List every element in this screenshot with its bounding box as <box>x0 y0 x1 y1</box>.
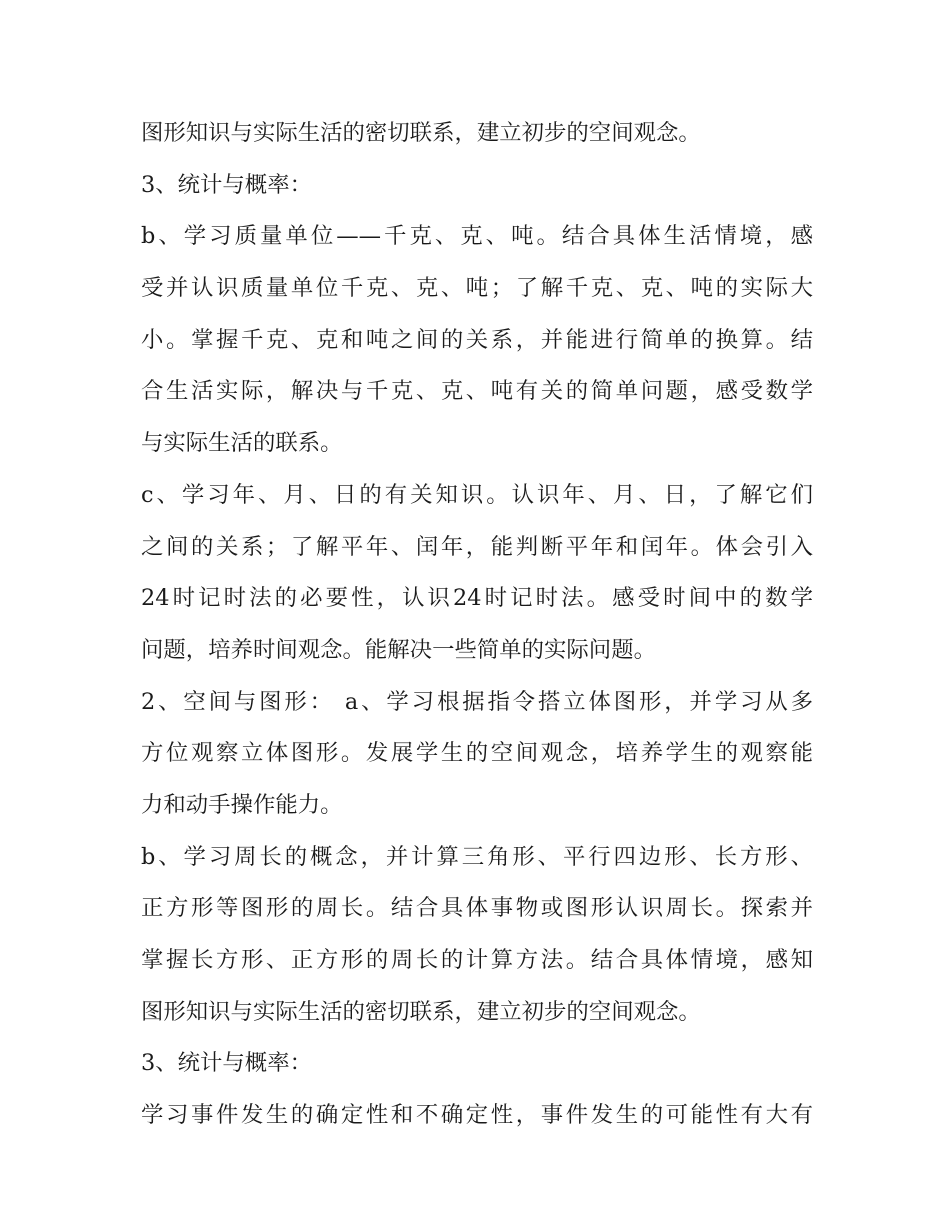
text-line: 图形知识与实际生活的密切联系，建立初步的空间观念。 <box>141 120 701 146</box>
text-line: 与实际生活的联系。 <box>141 430 343 457</box>
text-line: b、学习质量单位——千克、克、吨。结合具体生活情境，感 <box>141 223 813 250</box>
text-line: 小。掌握千克、克和吨之间的关系，并能进行简单的换算。结 <box>141 326 813 353</box>
text-line: 方位观察立体图形。发展学生的空间观念，培养学生的观察能 <box>141 740 813 767</box>
text-line: 3、统计与概率： <box>141 171 312 198</box>
text-line: 合生活实际，解决与千克、克、吨有关的简单问题，感受数学 <box>141 378 813 405</box>
text-line: 力和动手操作能力。 <box>141 791 343 818</box>
text-line: 3、统计与概率： <box>141 1050 312 1077</box>
text-line: 学习事件发生的确定性和不确定性，事件发生的可能性有大有 <box>141 1102 813 1129</box>
text-line: 掌握长方形、正方形的周长的计算方法。结合具体情境，感知 <box>141 947 813 973</box>
text-line: 正方形等图形的周长。结合具体事物或图形认识周长。探索并 <box>141 895 813 922</box>
text-line: 受并认识质量单位千克、克、吨；了解千克、克、吨的实际大 <box>141 275 813 302</box>
text-line: 2、空间与图形： a、学习根据指令搭立体图形，并学习从多 <box>141 688 813 715</box>
text-line: 问题，培养时间观念。能解决一些简单的实际问题。 <box>141 636 656 663</box>
text-line: 图形知识与实际生活的密切联系，建立初步的空间观念。 <box>141 998 701 1025</box>
text-line: c、学习年、月、日的有关知识。认识年、月、日，了解它们 <box>141 481 813 508</box>
text-line: 之间的关系；了解平年、闰年，能判断平年和闰年。体会引入 <box>141 533 813 560</box>
text-line: 24时记时法的必要性，认识24时记时法。感受时间中的数学 <box>141 585 813 612</box>
document-body <box>141 108 813 1142</box>
text-line: b、学习周长的概念，并计算三角形、平行四边形、长方形、 <box>141 843 813 870</box>
